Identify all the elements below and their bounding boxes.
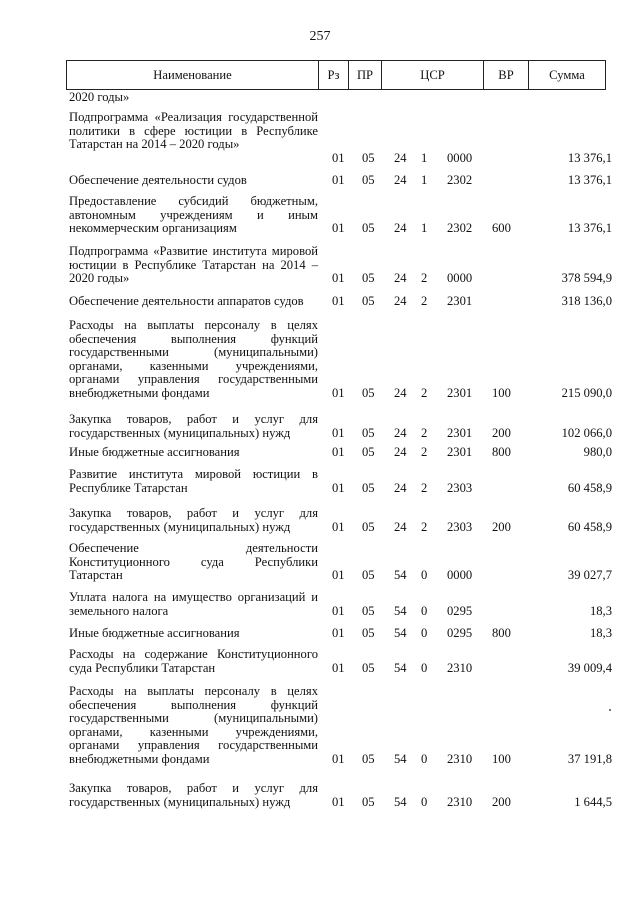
row-csr-subprogram: 2: [421, 480, 428, 495]
row-csr-direction: 2302: [447, 221, 473, 236]
row-csr-program: 24: [394, 150, 407, 165]
row-vr: 100: [492, 752, 511, 766]
row-csr-program: 54: [394, 794, 407, 809]
row-csr-subprogram: 0: [421, 794, 428, 809]
row-rz: 01: [332, 752, 345, 766]
scan-dot: [609, 709, 611, 711]
row-csr-program: 54: [394, 752, 407, 766]
row-sum: 1 644,5: [574, 794, 612, 809]
row-csr-program: 24: [394, 425, 407, 440]
row-name: Обеспечение деятельности судов: [69, 173, 247, 187]
row-name: Обеспечение деятельности Конституционного суда Республики Татарстан: [69, 541, 318, 583]
row-pr: 05: [362, 660, 375, 675]
row-csr-subprogram: 2: [421, 445, 428, 459]
row-csr-direction: 2310: [447, 660, 473, 675]
row-csr-subprogram: 0: [421, 752, 428, 766]
row-name: Расходы на выплаты персоналу в целях обеспечения выполнения функций государственными (муниципальными) органами, казенными учреждениями, органами управления государственными внебюджетными фондами: [69, 318, 318, 400]
header-name: Наименование: [153, 68, 232, 82]
row-sum: 37 191,8: [567, 752, 612, 766]
row-csr-subprogram: 0: [421, 568, 428, 583]
row-sum: 102 066,0: [561, 425, 612, 440]
row-sum: 318 136,0: [561, 294, 612, 308]
row-csr-program: 24: [394, 173, 407, 187]
row-rz: 01: [332, 626, 345, 640]
row-pr: 05: [362, 603, 375, 618]
row-pr: 05: [362, 480, 375, 495]
row-name: Предоставление субсидий бюджетным, автономным учреждениям и иным некоммерческим организациям: [69, 194, 318, 236]
row-sum: 18,3: [589, 626, 612, 640]
row-rz: 01: [332, 386, 345, 400]
row-csr-program: 54: [394, 603, 407, 618]
row-vr: 200: [492, 519, 511, 534]
row-pr: 05: [362, 445, 375, 459]
header-vr: ВР: [498, 68, 514, 82]
row-vr: 200: [492, 425, 511, 440]
header-pr: ПР: [356, 68, 374, 82]
row-csr-program: 24: [394, 445, 407, 459]
row-pr: 05: [362, 752, 375, 766]
row-name: Развитие института мировой юстиции в Республике Татарстан: [69, 467, 318, 495]
header-sum: Сумма: [549, 68, 585, 82]
row-pr: 05: [362, 519, 375, 534]
row-rz: 01: [332, 150, 345, 165]
row-rz: 01: [332, 271, 345, 286]
row-csr-direction: 0295: [447, 626, 473, 640]
header-rz: Рз: [327, 68, 340, 82]
row-rz: 01: [332, 173, 345, 187]
row-vr: 600: [492, 221, 511, 236]
row-sum: 39 009,4: [567, 660, 612, 675]
row-rz: 01: [332, 294, 345, 308]
row-csr-direction: 2302: [447, 173, 473, 187]
row-csr-direction: 0000: [447, 150, 473, 165]
row-sum: 18,3: [589, 603, 612, 618]
row-rz: 01: [332, 425, 345, 440]
row-rz: 01: [332, 480, 345, 495]
row-name: Иные бюджетные ассигнования: [69, 626, 240, 640]
row-sum: 60 458,9: [567, 480, 612, 495]
row-csr-direction: 2303: [447, 480, 473, 495]
row-csr-subprogram: 2: [421, 271, 428, 286]
header-csr: ЦСР: [420, 68, 445, 82]
row-csr-program: 54: [394, 626, 407, 640]
row-csr-subprogram: 1: [421, 150, 428, 165]
row-name: Закупка товаров, работ и услуг для государственных (муниципальных) нужд: [69, 781, 318, 809]
row-csr-direction: 0000: [447, 271, 473, 286]
row-csr-direction: 0295: [447, 603, 473, 618]
row-name: Подпрограмма «Реализация государственной политики в сфере юстиции в Республике Татарстан на 2014 – 2020 годы»: [69, 110, 318, 152]
row-name: Уплата налога на имущество организаций и земельного налога: [69, 590, 318, 618]
row-name: Подпрограмма «Развитие института мировой юстиции в Республике Татарстан на 2014 – 2020 годы»: [69, 244, 318, 286]
row-csr-program: 24: [394, 221, 407, 236]
row-csr-subprogram: 2: [421, 294, 428, 308]
row-rz: 01: [332, 221, 345, 236]
row-csr-direction: 2301: [447, 386, 473, 400]
row-csr-subprogram: 1: [421, 173, 428, 187]
row-csr-program: 24: [394, 519, 407, 534]
row-csr-subprogram: 1: [421, 221, 428, 236]
row-vr: 200: [492, 794, 511, 809]
row-sum: 215 090,0: [561, 386, 612, 400]
row-rz: 01: [332, 603, 345, 618]
continuation-text: 2020 годы»: [69, 90, 130, 104]
row-pr: 05: [362, 794, 375, 809]
row-vr: 800: [492, 626, 511, 640]
row-rz: 01: [332, 445, 345, 459]
row-csr-direction: 2301: [447, 425, 473, 440]
row-pr: 05: [362, 568, 375, 583]
row-csr-program: 54: [394, 568, 407, 583]
row-csr-subprogram: 2: [421, 519, 428, 534]
row-csr-subprogram: 0: [421, 603, 428, 618]
row-csr-direction: 0000: [447, 568, 473, 583]
row-name: Расходы на содержание Конституционного суда Республики Татарстан: [69, 647, 318, 675]
row-sum: 39 027,7: [567, 568, 612, 583]
row-rz: 01: [332, 568, 345, 583]
row-vr: 100: [492, 386, 511, 400]
row-rz: 01: [332, 794, 345, 809]
row-pr: 05: [362, 626, 375, 640]
row-csr-direction: 2310: [447, 752, 473, 766]
row-csr-program: 24: [394, 480, 407, 495]
page-number: 257: [309, 29, 331, 44]
row-pr: 05: [362, 425, 375, 440]
row-csr-subprogram: 2: [421, 386, 428, 400]
row-csr-direction: 2303: [447, 519, 473, 534]
row-name: Закупка товаров, работ и услуг для государственных (муниципальных) нужд: [69, 506, 318, 534]
row-csr-subprogram: 2: [421, 425, 428, 440]
row-pr: 05: [362, 221, 375, 236]
row-name: Закупка товаров, работ и услуг для государственных (муниципальных) нужд: [69, 412, 318, 440]
row-csr-subprogram: 0: [421, 660, 428, 675]
row-csr-program: 24: [394, 386, 407, 400]
row-pr: 05: [362, 173, 375, 187]
row-csr-program: 24: [394, 294, 407, 308]
row-sum: 60 458,9: [567, 519, 612, 534]
row-csr-direction: 2310: [447, 794, 473, 809]
row-rz: 01: [332, 519, 345, 534]
row-pr: 05: [362, 294, 375, 308]
row-sum: 13 376,1: [567, 221, 612, 236]
row-csr-direction: 2301: [447, 294, 473, 308]
row-vr: 800: [492, 445, 511, 459]
row-csr-subprogram: 0: [421, 626, 428, 640]
row-sum: 378 594,9: [561, 271, 612, 286]
row-name: Расходы на выплаты персоналу в целях обеспечения выполнения функций государственными (муниципальными) органами, казенными учреждениями, органами управления государственными внебюджетными фондами: [69, 684, 318, 766]
row-csr-program: 54: [394, 660, 407, 675]
row-sum: 13 376,1: [567, 150, 612, 165]
row-sum: 13 376,1: [567, 173, 612, 187]
row-csr-program: 24: [394, 271, 407, 286]
row-pr: 05: [362, 386, 375, 400]
row-rz: 01: [332, 660, 345, 675]
row-pr: 05: [362, 150, 375, 165]
row-csr-direction: 2301: [447, 445, 473, 459]
row-pr: 05: [362, 271, 375, 286]
row-name: Иные бюджетные ассигнования: [69, 445, 240, 459]
table-header: [66, 60, 606, 90]
row-name: Обеспечение деятельности аппаратов судов: [69, 294, 304, 308]
row-sum: 980,0: [583, 445, 612, 459]
